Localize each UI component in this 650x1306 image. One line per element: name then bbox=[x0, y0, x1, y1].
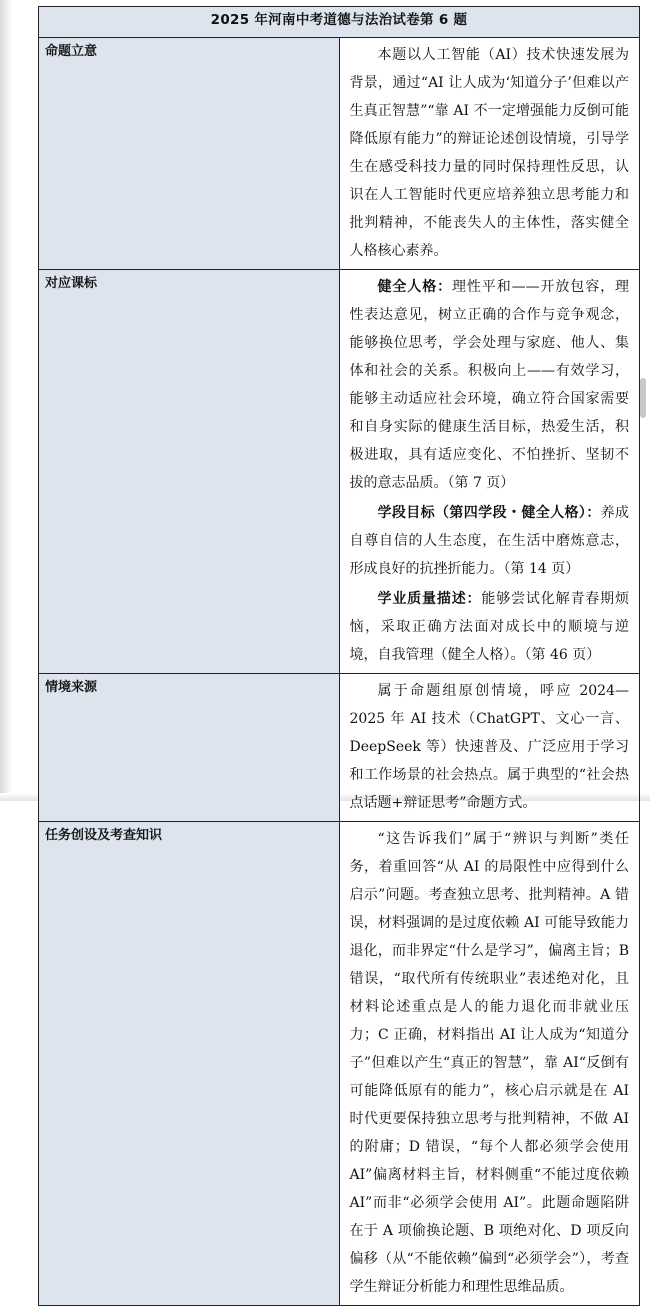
scroll-indicator bbox=[640, 378, 646, 418]
standard-paragraph-2 bbox=[350, 499, 630, 583]
title-row bbox=[39, 7, 640, 38]
label-standard: 对应课标 bbox=[39, 270, 340, 674]
content-task bbox=[339, 822, 640, 1306]
analysis-table bbox=[38, 6, 640, 1306]
context-text: 属于命题组原创情境，呼应 2024—2025 年 AI 技术（ChatGPT、文心一言、DeepSeek 等）快速普及、广泛应用于学习和工作场景的社会热点。属于典型的“社会热点话题+辩证思考”命题方式。 bbox=[349, 683, 629, 811]
intent-text: 本题以人工智能（AI）技术快速发展为背景，通过“AI 让人成为‘知道分子’但难以产生真正智慧”“靠 AI 不一定增强能力反倒可能降低原有能力”的辩证论述创设情境，引导学生在感受科技力量的同时保持理性反思，认识在人工智能时代更应培养独立思考能力和批判精神，不能丧失人的主体性，落实健全人格核心素养。 bbox=[349, 47, 629, 259]
standard-heading-3: 学业质量描述： bbox=[377, 591, 482, 607]
row-intent bbox=[39, 38, 640, 270]
label-context: 情境来源 bbox=[39, 674, 340, 822]
row-task bbox=[39, 822, 640, 1306]
standard-text-2: 养成自尊自信的人生态度，在生活中磨炼意志，形成良好的抗挫折能力。（第 14 页） bbox=[349, 505, 630, 577]
standard-text-1: 理性平和——开放包容，理性表达意见，树立正确的合作与竞争观念，能够换位思考，学会处理与家庭、他人、集体和社会的关系。积极向上——有效学习，能够主动适应社会环境，确立符合国家需要和自身实际的健康生活目标，热爱生活，积极进取，具有适应变化、不怕挫折、坚韧不拔的意志品质。（第 7 页） bbox=[349, 279, 629, 491]
standard-heading-1: 健全人格： bbox=[377, 279, 452, 295]
content-context bbox=[339, 674, 640, 822]
content-standard bbox=[339, 270, 640, 674]
label-task: 任务创设及考查知识 bbox=[39, 822, 340, 1306]
row-context bbox=[39, 674, 640, 822]
table-title: 2025 年河南中考道德与法治试卷第 6 题 bbox=[39, 7, 640, 38]
label-intent: 命题立意 bbox=[39, 38, 340, 270]
content-intent bbox=[339, 38, 640, 270]
standard-paragraph-1 bbox=[350, 273, 630, 497]
page-shadow-left bbox=[0, 0, 12, 801]
standard-text-3: 能够尝试化解青春期烦恼，采取正确方法面对成长中的顺境与逆境，自我管理（健全人格）。（第 46 页） bbox=[349, 591, 629, 663]
standard-paragraph-3 bbox=[350, 585, 630, 669]
standard-heading-2: 学段目标（第四学段・健全人格）： bbox=[377, 505, 601, 521]
row-standard bbox=[39, 270, 640, 674]
task-text: “这告诉我们”属于“辨识与判断”类任务，着重回答“从 AI 的局限性中应得到什么启示”问题。考查独立思考、批判精神。A 错误，材料强调的是过度依赖 AI 可能导致能力退化，而非界定“什么是学习”，偏离主旨；B 错误，“取代所有传统职业”表述绝对化，且材料论述重点是人的能力退化而非就业压力；C 正确，材料指出 AI 让人成为“知道分子”但难以产生“真正的智慧”，靠 AI“反倒有可能降低原有的能力”，核心启示就是在 AI 时代更要保持独立思考与批判精神，不做 AI 的附庸；D 错误，“每个人都必须学会使用 AI”偏离材料主旨，材料侧重“不能过度依赖 AI”而非“必须学会使用 AI”。此题命题陷阱在于 A 项偷换论题、B 项绝对化、D 项反向偏移（从“不能依赖”偏到“必须学会”），考查学生辩证分析能力和理性思维品质。 bbox=[349, 831, 629, 1295]
